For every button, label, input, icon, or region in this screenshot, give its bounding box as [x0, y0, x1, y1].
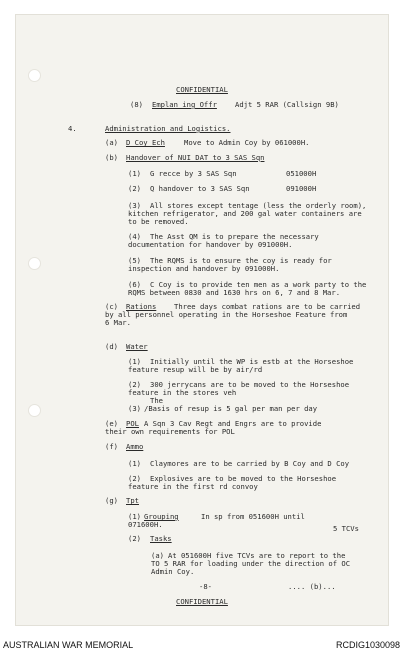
item-text: G recce by 3 SAS Sqn — [150, 169, 237, 178]
item-text-line: TO 5 RAR for loading under the direction of OC — [151, 559, 351, 568]
paragraph-number: 4. — [68, 124, 77, 133]
subpara-number: (a) — [105, 138, 118, 147]
subpara-label: Ammo — [126, 442, 144, 451]
item-text-line: All stores except tentage (less the orderly room), — [150, 201, 367, 210]
item-number: (2) — [128, 380, 141, 389]
item-text: Adjt 5 RAR (Callsign 9B) — [235, 100, 339, 109]
item-text-line: 071600H. — [128, 520, 163, 529]
document-page — [15, 14, 389, 626]
item-time: 091000H — [286, 184, 317, 193]
item-number: (3) — [128, 201, 141, 210]
item-text-line: 300 jerrycans are to be moved to the Horseshoe — [150, 380, 350, 389]
item-text-line: In sp from 051600H until — [201, 512, 305, 521]
item-text-line: RQMS between 0830 and 1630 hrs on 6, 7 and 8 Mar. — [128, 288, 341, 297]
subpara-label: D Coy Ech — [126, 138, 165, 147]
item-text-line: to be removed. — [128, 217, 189, 226]
item-text-line: documentation for handover by 091000H. — [128, 240, 293, 249]
subpara-number: (g) — [105, 496, 118, 505]
item-number: (2) — [128, 534, 141, 543]
item-text-line: feature in the first rd convoy — [128, 482, 258, 491]
subpara-text-line: Three days combat rations are to be carried — [174, 302, 361, 311]
subpara-text-line: 6 Mar. — [105, 318, 131, 327]
classification-footer: CONFIDENTIAL — [176, 597, 228, 606]
continuation-marker: .... (b)... — [288, 582, 336, 591]
item-label: Tasks — [150, 534, 172, 543]
archive-name: AUSTRALIAN WAR MEMORIAL — [3, 640, 134, 650]
paragraph-heading: Administration and Logistics. — [105, 124, 231, 133]
item-label: Grouping — [144, 512, 179, 521]
item-label: Emplan ing Offr — [152, 100, 217, 109]
subpara-label: POL — [126, 419, 139, 428]
item-number: (6) — [128, 280, 141, 289]
item-number: (1) — [128, 357, 141, 366]
subpara-label: Handover of NUI DAT to 3 SAS Sqn — [126, 153, 265, 162]
item-text-line: feature in the stores veh — [128, 388, 237, 397]
item-number: (8) — [130, 100, 143, 109]
archive-footer — [0, 636, 404, 653]
item-text-line: Explosives are to be moved to the Horseshoe — [150, 474, 337, 483]
item-number: (5) — [128, 256, 141, 265]
item-text-line: The Asst QM is to prepare the necessary — [150, 232, 319, 241]
classification-header: CONFIDENTIAL — [176, 85, 228, 94]
subpara-label: Tpt — [126, 496, 139, 505]
item-text: Q handover to 3 SAS Sqn — [150, 184, 250, 193]
item-text-line: inspection and handover by 091000H. — [128, 264, 280, 273]
archive-reference: RCDIG1030098 — [335, 640, 400, 650]
item-time: 051000H — [286, 169, 317, 178]
subpara-number: (b) — [105, 153, 118, 162]
subpara-number: (d) — [105, 342, 118, 351]
punch-hole — [28, 257, 41, 270]
subpara-text-line: their own requirements for POL — [105, 427, 235, 436]
item-text-line: kitchen refrigerator, and 200 gal water containers are — [128, 209, 362, 218]
handwritten-insert: The — [150, 396, 163, 405]
punch-hole — [28, 69, 41, 82]
item-number: (3) — [128, 404, 141, 413]
item-number: (2) — [128, 184, 141, 193]
item-text-line: Admin Coy. — [151, 567, 195, 576]
item-number: (a) — [151, 551, 164, 560]
item-number: (4) — [128, 232, 141, 241]
subpara-label: Water — [126, 342, 148, 351]
item-text: /Basis of resup is 5 gal per man per day — [144, 404, 318, 413]
subpara-text-line: A Sqn 3 Cav Regt and Engrs are to provide — [144, 419, 322, 428]
subpara-number: (f) — [105, 442, 118, 451]
punch-hole — [28, 404, 41, 417]
item-right-value: 5 TCVs — [333, 524, 359, 533]
item-text-line: At 051600H five TCVs are to report to the — [168, 551, 346, 560]
subpara-label: Rations — [126, 302, 157, 311]
item-number: (1) — [128, 512, 141, 521]
subpara-text-line: by all personnel operating in the Horseshoe Feature from — [105, 310, 348, 319]
item-number: (2) — [128, 474, 141, 483]
item-number: (1) — [128, 459, 141, 468]
item-text: Claymores are to be carried by B Coy and D Coy — [150, 459, 350, 468]
item-text-line: Initially until the WP is estb at the Horseshoe — [150, 357, 354, 366]
subpara-text: Move to Admin Coy by 061000H. — [184, 138, 310, 147]
item-text-line: C Coy is to provide ten men as a work party to the — [150, 280, 367, 289]
item-text-line: The RQMS is to ensure the coy is ready for — [150, 256, 332, 265]
subpara-number: (e) — [105, 419, 118, 428]
subpara-number: (c) — [105, 302, 118, 311]
page-number: -8- — [199, 582, 212, 591]
item-number: (1) — [128, 169, 141, 178]
item-text-line: feature resup will be by air/rd — [128, 365, 263, 374]
